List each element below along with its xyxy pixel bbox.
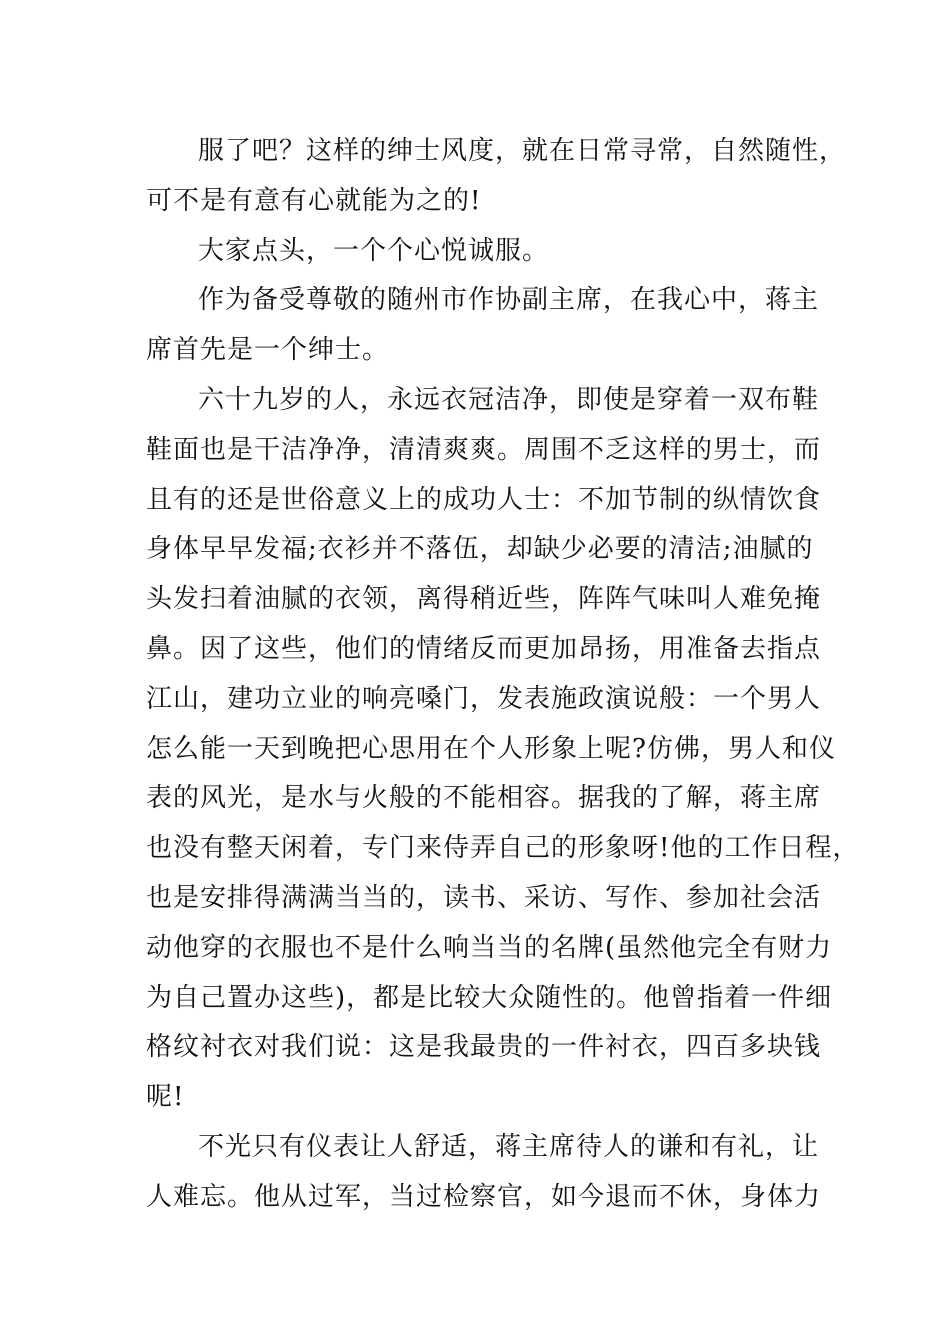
paragraph-2 bbox=[146, 227, 810, 277]
document-body bbox=[146, 127, 860, 1223]
text-line: 服了吧？这样的绅士风度，就在日常寻常，自然随性， bbox=[198, 136, 847, 166]
text-line: 表的风光，是水与火般的不能相容。据我的了解，蒋主席 bbox=[146, 783, 822, 814]
text-line: 鼻。因了这些，他们的情绪反而更加昂扬，用准备去指点 bbox=[146, 633, 822, 664]
text-line: 可不是有意有心就能为之的! bbox=[146, 185, 482, 216]
paragraph-4 bbox=[146, 376, 860, 1123]
text-line: 动他穿的衣服也不是什么响当当的名牌(虽然他完全有财力 bbox=[146, 932, 833, 963]
text-line: 大家点头，一个个心悦诚服。 bbox=[198, 235, 550, 266]
text-line: 六十九岁的人，永远衣冠洁净，即使是穿着一双布鞋 bbox=[198, 384, 820, 415]
paragraph-1 bbox=[146, 127, 847, 227]
text-line: 鞋面也是干洁净净，清清爽爽。周围不乏这样的男士，而 bbox=[146, 434, 822, 465]
text-line: 也是安排得满满当当的，读书、采访、写作、参加社会活 bbox=[146, 882, 822, 913]
text-line: 席首先是一个绅士。 bbox=[146, 335, 390, 366]
text-line: 呢! bbox=[146, 1082, 185, 1113]
paragraph-5 bbox=[146, 1123, 822, 1223]
text-line: 作为备受尊敬的随州市作协副主席，在我心中，蒋主 bbox=[198, 285, 820, 316]
text-line: 身体早早发福;衣衫并不落伍，却缺少必要的清洁;油腻的 bbox=[146, 534, 814, 565]
text-line: 人难忘。他从过军，当过检察官，如今退而不休，身体力 bbox=[146, 1181, 822, 1212]
text-line: 江山，建功立业的响亮嗓门，发表施政演说般：一个男人 bbox=[146, 683, 822, 714]
text-line: 不光只有仪表让人舒适，蒋主席待人的谦和有礼，让 bbox=[198, 1131, 820, 1162]
paragraph-3 bbox=[146, 276, 820, 376]
text-line: 怎么能一天到晚把心思用在个人形象上呢?仿佛，男人和仪 bbox=[146, 733, 836, 764]
text-line: 为自己置办这些)，都是比较大众随性的。他曾指着一件细 bbox=[146, 982, 833, 1013]
text-line: 头发扫着油腻的衣领，离得稍近些，阵阵气味叫人难免掩 bbox=[146, 584, 822, 615]
text-line: 且有的还是世俗意义上的成功人士：不加节制的纵情饮食 bbox=[146, 484, 822, 515]
text-line: 也没有整天闲着，专门来侍弄自己的形象呀!他的工作日程， bbox=[146, 833, 860, 864]
text-line: 格纹衬衣对我们说：这是我最贵的一件衬衣，四百多块钱 bbox=[146, 1032, 822, 1063]
